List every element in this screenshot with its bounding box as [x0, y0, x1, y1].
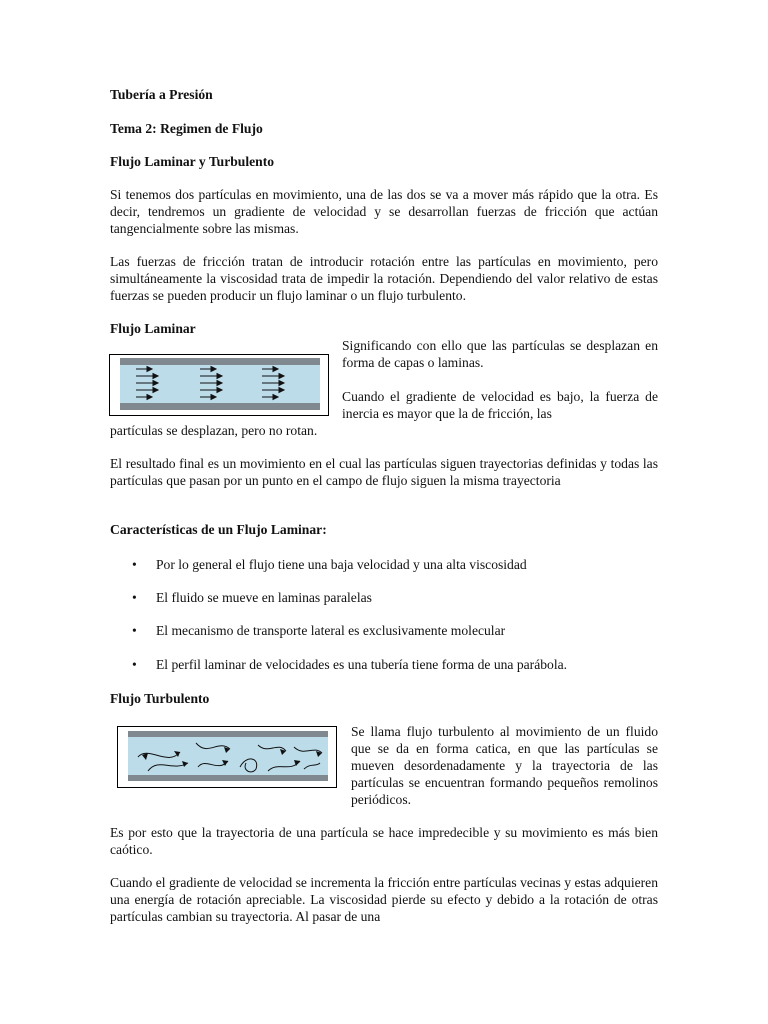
paragraph-friction: Si tenemos dos partículas en movimiento, una de las dos se va a mover más rápido que la otra. Es decir, tendremos un gradiente de velocidad y se desarrollan fuerzas de fricción que actúan tangencialmente sobre las mismas.: [110, 187, 658, 236]
bullet-icon: •: [132, 557, 137, 572]
paragraph-turbulent-gradient: Cuando el gradiente de velocidad se incrementa la fricción entre partículas vecinas y estas adquieren una energía de rotación apreciable. La viscosidad pierde su efecto y debido a la rotación de otras partículas cambian su trayectoria. Al pasar de una: [110, 875, 658, 924]
document-title: Tubería a Presión: [110, 87, 213, 102]
pipe-top-wall: [120, 358, 320, 365]
turbulent-heading: Flujo Turbulento: [110, 691, 210, 706]
bullet-icon: •: [132, 590, 137, 605]
bullet-icon: •: [132, 623, 137, 638]
pipe-bottom-wall: [128, 775, 328, 781]
turbulent-flow-diagram: [117, 726, 337, 788]
laminar-gradient-text-cont: partículas se desplazan, pero no rotan.: [110, 423, 318, 438]
laminar-gradient-text: Cuando el gradiente de velocidad es bajo, la fuerza de inercia es mayor que la de fricción, las: [342, 389, 658, 421]
paragraph-laminar-result: El resultado final es un movimiento en el cual las partículas siguen trayectorias definidas y todas las partículas que pasan por un punto en el campo de flujo siguen la misma trayectoria: [110, 456, 658, 488]
topic-heading: Tema 2: Regimen de Flujo: [110, 121, 263, 136]
laminar-heading: Flujo Laminar: [110, 321, 196, 336]
pipe-bottom-wall: [120, 403, 320, 410]
paragraph-forces: Las fuerzas de fricción tratan de introducir rotación entre las partículas en movimiento, pero simultáneamente la viscosidad trata de impedir la rotación. Dependiendo del valor relativo de estas fuerzas se pueden producir un flujo laminar o un flujo turbulento.: [110, 254, 658, 303]
section-heading: Flujo Laminar y Turbulento: [110, 154, 275, 169]
pipe-top-wall: [128, 731, 328, 737]
characteristics-heading: Características de un Flujo Laminar:: [110, 522, 327, 537]
bullet-icon: •: [132, 657, 137, 672]
paragraph-turbulent-trajectory: Es por esto que la trayectoria de una partícula se hace impredecible y su movimiento es más bien caótico.: [110, 825, 658, 857]
laminar-description: Significando con ello que las partículas se desplazan en forma de capas o laminas.: [342, 338, 658, 370]
turbulent-description: Se llama flujo turbulento al movimiento de un fluido que se da en forma catica, en que las partículas se mueven desordenadamente y la trayectoria de las partículas se encuentran formando pequeños remolinos periódicos.: [351, 724, 658, 807]
laminar-flow-diagram: [109, 354, 329, 416]
document-page: Tubería a Presión Tema 2: Regimen de Flujo Flujo Laminar y Turbulento Si tenemos dos partículas en movimiento, una de las dos se va a mover más rápido que la otra. Es decir, tendremos un gradiente de velocidad y se desarrollan fuerzas de fricción que actúan tangencialmente sobre las mismas. Las fuerzas de fricción tratan de introducir rotación entre las partículas en movimiento, pero simultáneamente la viscosidad trata de impedir la rotación. Dependiendo del valor relativo de estas fuerzas se pueden producir un flujo laminar o un flujo turbulento. Flujo Laminar Significando con ello que las partículas se desplazan en forma de capas o laminas. Cuando el gradiente de velocidad es bajo, la fuerza de inercia es mayor que la de fricción, las partículas se desplazan, pero no rotan. El resultado final es un movimiento en el cual las partículas siguen trayectorias definidas y todas las partículas que pasan por un punto en el campo de flujo siguen la misma trayectoria Características de un Flujo Laminar: • Por lo general el flujo tiene una baja velocidad y una alta viscosidad • El fluido se mueve en laminas paralelas • El mecanismo de transporte lateral es exclusivamente molecular • El perfil laminar de velocidades es una tubería tiene forma de una parábola. Flujo Turbulento Se llama flujo turbulento al movimiento de un fluido que se da en forma catica, en que las partículas se mueven desordenadamente y la trayectoria de las partículas se encuentran formando pequeños remolinos periódicos. Es por esto que la trayectoria de una partícula se hace impredecible y su movimiento es más bien caótico. Cuando el gradiente de velocidad se incrementa la fricción entre partículas vecinas y estas adquieren una energía de rotación apreciable. La viscosidad pierde su efecto y debido a la rotación de otras partículas cambian su trayectoria. Al pasar de una: [110, 87, 658, 924]
